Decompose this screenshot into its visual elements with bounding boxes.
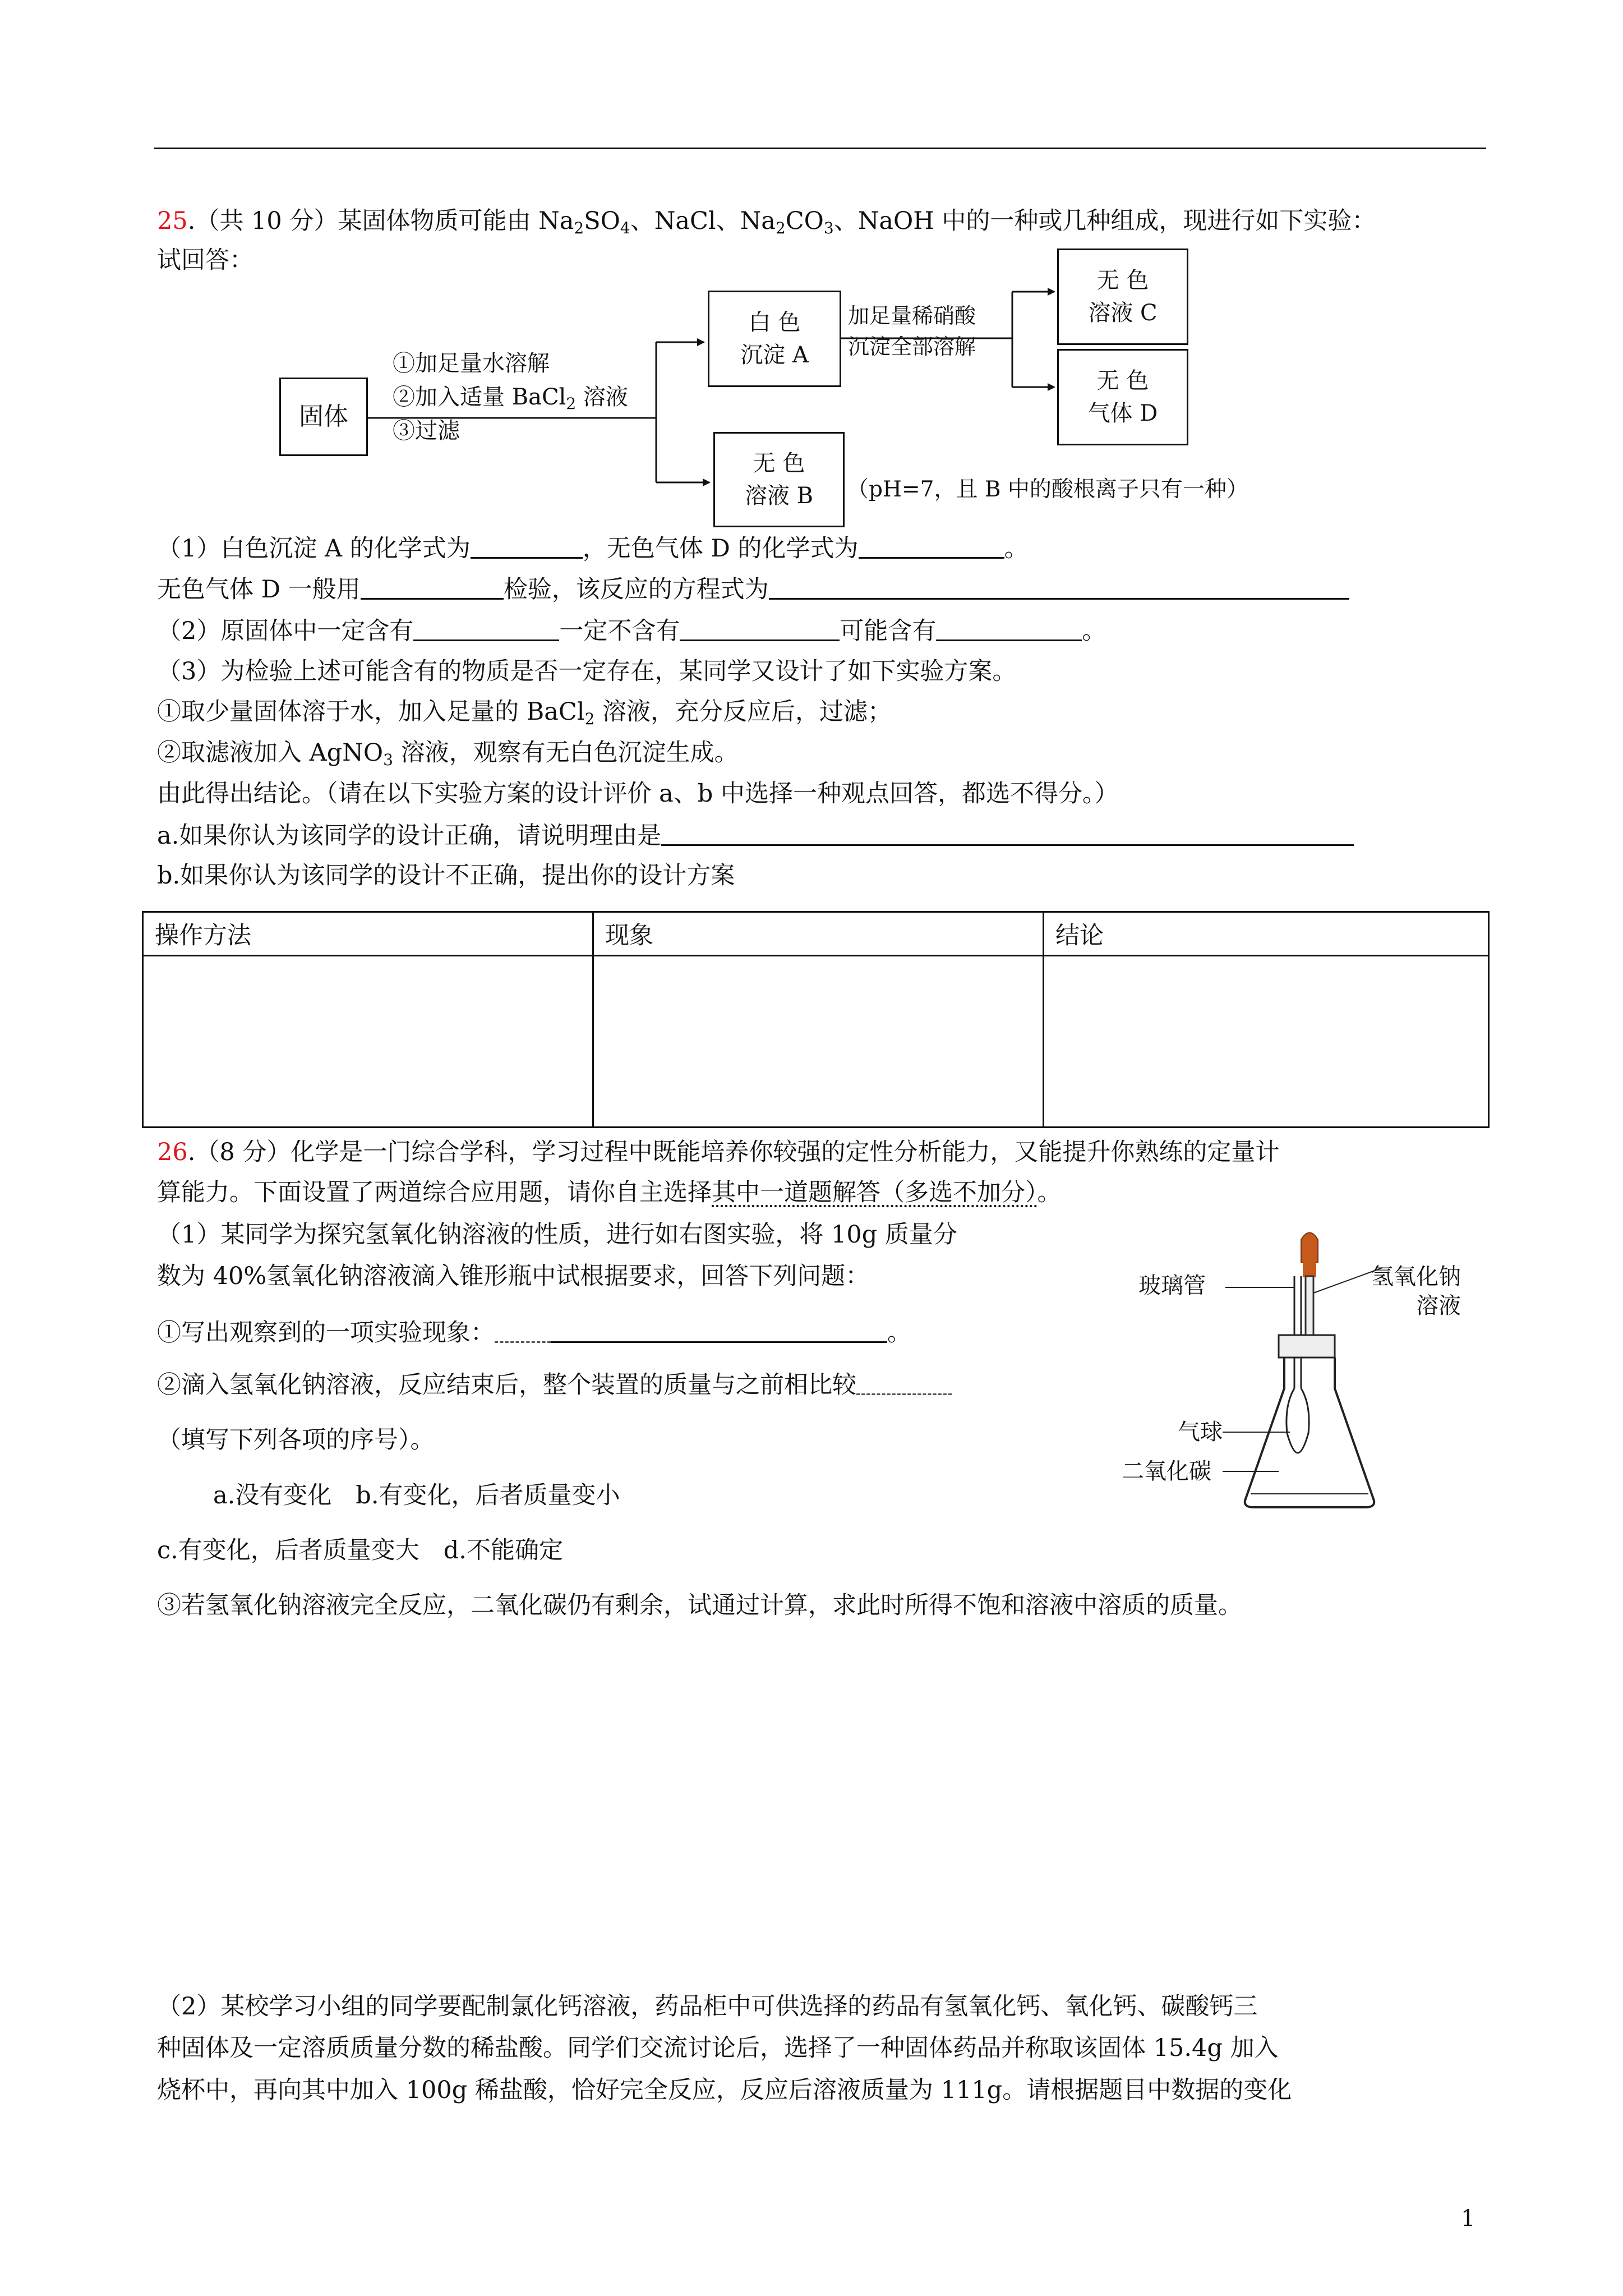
label-balloon: 气球 xyxy=(1178,1419,1223,1445)
answer-blank-must-contain[interactable] xyxy=(413,618,559,641)
q25-intro: 25.（共 10 分）某固体物质可能由 $Na_2SO_4$、NaCl、$Na_2CO_3$、NaOH 中的一种或几种组成，现进行如下实验： xyxy=(157,207,1376,237)
q26-part1-q3: ③若氢氧化钠溶液完全反应，二氧化碳仍有剩余，试通过计算，求此时所得不饱和溶液中溶质的质量。 xyxy=(157,1591,1242,1619)
table-cell-method[interactable] xyxy=(143,956,593,1128)
q26-part1-line2: 数为 40%氢氧化钠溶液滴入锥形瓶中试根据要求，回答下列问题： xyxy=(157,1262,870,1290)
q26-part2-line2: 种固体及一定溶质质量分数的稀盐酸。同学们交流讨论后，选择了一种固体药品并称取该固体 15.4g 加入 xyxy=(157,2034,1279,2062)
gas-d-box: 无 色 气体 D xyxy=(1057,349,1188,445)
q25-number: 25 xyxy=(157,207,188,235)
q26-intro-line2: 算能力。下面设置了两道综合应用题，请你自主选择其中一道题解答（多选不加分）。 xyxy=(157,1179,1062,1207)
answer-blank-mass-compare[interactable] xyxy=(856,1373,952,1395)
q26-number: 26 xyxy=(157,1138,188,1166)
q26-part1-line1: （1）某同学为探究氢氧化钠溶液的性质，进行如右图实验，将 10g 质量分 xyxy=(157,1221,957,1249)
answer-blank-may-contain[interactable] xyxy=(936,618,1082,641)
q26-part2-line3: 烧杯中，再向其中加入 100g 稀盐酸，恰好完全反应，反应后溶液质量为 111g。请根据题目中数据的变化 xyxy=(157,2076,1292,2104)
table-header-conclusion: 结论 xyxy=(1044,912,1489,956)
answer-blank-gas-d[interactable] xyxy=(859,536,1004,559)
label-naoh-solution: 氢氧化钠 溶液 xyxy=(1371,1264,1461,1319)
solution-c-box: 无 色 溶液 C xyxy=(1057,249,1188,345)
answer-blank-phenomenon[interactable] xyxy=(551,1320,887,1343)
acid-step-labels: 加足量稀硝酸 沉淀全部溶解 xyxy=(848,303,976,360)
design-table xyxy=(142,911,1490,1128)
table-header-phenomenon: 现象 xyxy=(593,912,1044,956)
q26-part1-q1: ①写出观察到的一项实验现象： 。 xyxy=(157,1319,911,1347)
label-co2: 二氧化碳 xyxy=(1122,1458,1211,1484)
solid-box: 固体 xyxy=(279,378,368,456)
answer-blank-equation[interactable] xyxy=(769,577,1349,600)
q25-option-b: b.如果你认为该同学的设计不正确，提出你的设计方案 xyxy=(157,862,735,890)
answer-blank-test-reagent[interactable] xyxy=(361,577,504,600)
q25-part2: （2）原固体中一定含有 一定不含有 可能含有 。 xyxy=(157,617,1106,645)
white-precipitate-a-box: 白 色 沉淀 A xyxy=(708,291,841,387)
q26-part1-q2: ②滴入氢氧化钠溶液，反应结束后，整个装置的质量与之前相比较 xyxy=(157,1373,952,1397)
q25-prompt: 试回答： xyxy=(157,246,253,274)
label-glass-tube: 玻璃管 xyxy=(1138,1273,1206,1299)
q25-conclusion: 由此得出结论。（请在以下实验方案的设计评价 a、b 中选择一种观点回答，都选不得分。） xyxy=(157,780,1119,808)
solution-b-box: 无 色 溶液 B xyxy=(713,432,845,527)
q26-intro-line1: 26.（8 分）化学是一门综合学科，学习过程中既能培养你较强的定性分析能力，又能提升你熟练的定量计 xyxy=(157,1138,1280,1166)
q26-part1-q2b: （填写下列各项的序号）。 xyxy=(157,1426,435,1454)
flow-step-labels: ①加足量水溶解 ②加入适量 BaCl$_2$ 溶液 ③过滤 xyxy=(393,351,628,444)
q25-step1: ①取少量固体溶于水，加入足量的 BaCl$_2$ 溶液，充分反应后，过滤； xyxy=(157,698,892,728)
q25-part3: （3）为检验上述可能含有的物质是否一定存在，某同学又设计了如下实验方案。 xyxy=(157,657,1017,685)
page-number: 1 xyxy=(1461,2206,1476,2231)
table-header-method: 操作方法 xyxy=(143,912,593,956)
q25-part1-line1: （1）白色沉淀 A 的化学式为 ，无色气体 D 的化学式为 。 xyxy=(157,535,1029,563)
q26-part1-options-cd: c.有变化，后者质量变大 d.不能确定 xyxy=(157,1536,563,1565)
answer-blank-must-not-contain[interactable] xyxy=(680,618,840,641)
table-cell-conclusion[interactable] xyxy=(1044,956,1489,1128)
solution-b-note: （pH=7，且 B 中的酸根离子只有一种） xyxy=(847,477,1248,502)
q25-step2: ②取滤液加入 AgNO$_3$ 溶液，观察有无白色沉淀生成。 xyxy=(157,739,739,769)
answer-blank-ppt-a[interactable] xyxy=(471,536,583,559)
q25-part1-line2: 无色气体 D 一般用 检验，该反应的方程式为 xyxy=(157,577,1349,602)
q26-part1-options-ab: a.没有变化 b.有变化，后者质量变小 xyxy=(213,1481,620,1510)
answer-blank-reason[interactable] xyxy=(661,823,1354,846)
table-cell-phenomenon[interactable] xyxy=(593,956,1044,1128)
q25-option-a: a.如果你认为该同学的设计正确，请说明理由是 xyxy=(157,823,1354,848)
q26-part2-line1: （2）某校学习小组的同学要配制氯化钙溶液，药品柜中可供选择的药品有氢氧化钙、氧化钙、碳酸钙三 xyxy=(157,1993,1258,2021)
